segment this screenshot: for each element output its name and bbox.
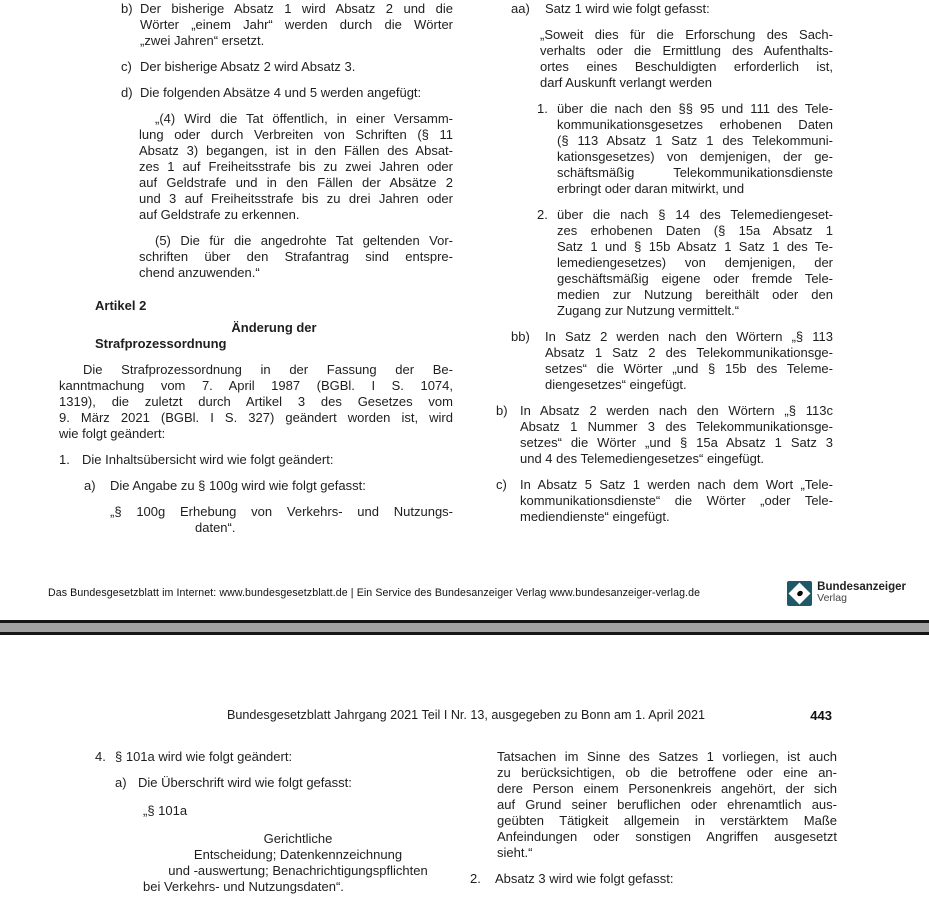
list-item-b [121, 1, 453, 49]
text-line: über die nach den §§ 95 und 111 des Tele- [557, 101, 833, 116]
text-line: „Soweit dies für die Erforschung des Sach- [540, 27, 833, 42]
list-item-num1 [537, 101, 833, 197]
text-line: über die nach § 14 des Telemediengeset- [557, 207, 833, 222]
text-lines [520, 477, 833, 525]
text-line: setzes“ die Wörter „und § 15a Absatz 1 Satz 3 [520, 435, 833, 450]
text-line: Der bisherige Absatz 2 wird Absatz 3. [140, 59, 356, 74]
text-line: Satz 1 wird wie folgt gefasst: [545, 1, 710, 16]
page-2-left-column [95, 749, 453, 895]
text-line: zes 1 auf Freiheitsstrafe bis zu zwei Jahren oder [139, 159, 453, 174]
text-lines [138, 775, 453, 791]
text-line: ortes eines Beschuldigten erforderlich ist, [540, 59, 833, 74]
text-line: auf Geldstrafe und in den Fällen der Absätze 2 [139, 175, 453, 190]
list-item-bb [511, 329, 833, 393]
text-line: Artikel 2 [95, 298, 147, 313]
text-line: kationsgesetzes) von demjenigen, der ge- [557, 149, 833, 164]
text-line: „(4) Wird die Tat öffentlich, in einer Versamm- [155, 111, 453, 126]
text-line: (§ 113 Absatz 1 Satz 1 des Telekommuni- [557, 133, 833, 148]
publisher-name: Bundesanzeiger [817, 581, 906, 593]
quoted-paragraph-4 [139, 111, 453, 223]
list-item-d [121, 85, 453, 101]
publisher-logo [787, 581, 906, 606]
text-line: schriften über den Strafantrag sind entspre- [139, 249, 453, 264]
text-lines [143, 803, 453, 819]
text-line: Absatz 3 wird wie folgt gefasst: [495, 871, 674, 886]
page-2-running-header [95, 708, 837, 724]
text-line: Satz 1 und § 15b Absatz 1 Satz 1 des Te- [557, 239, 833, 254]
text-line: lemediengesetzes) von demjenigen, der [557, 255, 833, 270]
list-marker: 2. [537, 207, 548, 222]
running-header-title: Bundesgesetzblatt Jahrgang 2021 Teil I Nr. 13, ausgegeben zu Bonn am 1. April 2021 [227, 708, 705, 722]
text-lines [143, 831, 453, 895]
text-lines [110, 504, 453, 536]
text-lines [540, 27, 833, 91]
text-line: zes erhobenen Daten (§ 15a Absatz 1 [557, 223, 833, 238]
text-line: geschäftsmäßig eigene oder fremde Tele- [557, 271, 833, 286]
text-line: und -auswertung; Benachrichtigungspflichten [168, 863, 428, 878]
text-line: schäftsmäßig Telekommunikationsdienste [557, 165, 833, 180]
footer-note: Das Bundesgesetzblatt im Internet: www.bundesgesetzblatt.de | Ein Service des Bundesanzeiger Verlag www.bundesanzeiger-verlag.de [48, 587, 701, 599]
quoted-paragraph-5 [139, 233, 453, 281]
list-item-a [84, 478, 453, 494]
text-line: Strafprozessordnung [95, 336, 227, 351]
text-line: darf Auskunft verlangt werden [540, 75, 712, 90]
text-line: medien zur Nutzung bereithält oder den [557, 287, 833, 302]
text-lines [140, 59, 453, 75]
page-number: 443 [810, 708, 832, 723]
text-line: geübten Tätigkeit allgemein in verstärktem Maße [497, 813, 837, 828]
text-line: 9. März 2021 (BGBl. I S. 327) geändert worden ist, wird [59, 410, 453, 425]
text-lines [557, 101, 833, 197]
list-marker: a) [115, 775, 127, 790]
text-line: In Absatz 5 Satz 1 werden nach dem Wort „Tele- [520, 477, 833, 492]
text-lines [82, 452, 453, 468]
list-item-2 [470, 871, 837, 887]
text-line: diengesetzes“ eingefügt. [545, 377, 687, 392]
text-line: und 3 auf Freiheitsstrafe bis zu drei Jahren oder [139, 191, 453, 206]
text-lines [545, 1, 833, 17]
text-line: Tatsachen im Sinne des Satzes 1 vorliegen, ist auch [497, 749, 837, 764]
text-lines [140, 1, 453, 49]
text-lines [140, 85, 453, 101]
text-line: Der bisherige Absatz 1 wird Absatz 2 und die [140, 1, 453, 16]
continuation-paragraph [497, 749, 837, 861]
text-lines [139, 233, 453, 281]
text-line: auf Geldstrafe zu erkennen. [139, 207, 300, 222]
list-marker: 1. [59, 452, 70, 467]
list-item-c2 [496, 477, 833, 525]
list-item-b2 [496, 403, 833, 467]
page-1-right-column [496, 1, 833, 536]
text-line: 1319), die zuletzt durch Artikel 3 des Gesetzes vom [59, 394, 453, 409]
text-lines [557, 207, 833, 319]
text-line: kanntmachung vom 7. April 1987 (BGBl. I S. 1074, [59, 378, 453, 393]
text-line: „§ 100g Erhebung von Verkehrs- und Nutzungs- [110, 504, 453, 519]
text-line: zu berücksichtigen, ob die betroffene oder eine an- [497, 765, 837, 780]
text-lines [95, 320, 453, 352]
text-lines [110, 478, 453, 494]
list-marker: aa) [511, 1, 530, 16]
text-line: Die Angabe zu § 100g wird wie folgt gefasst: [110, 478, 366, 493]
quoted-paragraph-soweit [540, 27, 833, 91]
list-item-a3 [115, 775, 453, 791]
text-line: Änderung der [231, 320, 317, 335]
text-line: Gerichtliche [263, 831, 333, 846]
list-marker: a) [84, 478, 96, 493]
text-line: setzes“ die Wörter „und § 15b des Teleme- [545, 361, 833, 376]
list-item-c [121, 59, 453, 75]
text-line: In Satz 2 werden nach den Wörtern „§ 113 [545, 329, 833, 344]
text-line: „§ 101a [143, 803, 188, 818]
text-line: mediendienste“ eingefügt. [520, 509, 670, 524]
text-lines [545, 329, 833, 393]
text-line: In Absatz 2 werden nach den Wörtern „§ 113c [520, 403, 833, 418]
text-line: Entscheidung; Datenkennzeichnung [193, 847, 403, 862]
page-2-right-column [470, 749, 837, 895]
text-line: lung oder durch Verbreiten von Schriften (§ 11 [139, 127, 453, 142]
quoted-section-101a-title [143, 831, 453, 895]
list-item-num2 [537, 207, 833, 319]
list-marker: 2. [470, 871, 481, 886]
text-line: Absatz 3) begangen, ist in den Fällen des Absat- [139, 143, 453, 158]
list-item-aa [511, 1, 833, 17]
text-line: „zwei Jahren“ ersetzt. [140, 33, 265, 48]
page-1-left-column [59, 1, 453, 536]
page-2-columns [95, 749, 837, 895]
text-line: Die Überschrift wird wie folgt gefasst: [138, 775, 352, 790]
bundesanzeiger-logo-icon [787, 581, 812, 606]
list-marker: 4. [95, 749, 106, 764]
text-line: Die folgenden Absätze 4 und 5 werden angefügt: [140, 85, 422, 100]
list-marker: d) [121, 85, 133, 100]
text-line: chend anzuwenden.“ [139, 265, 260, 280]
text-line: Wörter „einem Jahr“ werden durch die Wörter [140, 17, 453, 32]
text-lines [139, 111, 453, 223]
list-item-4 [95, 749, 453, 765]
quoted-section-100g [110, 504, 453, 536]
publisher-logo-text [817, 582, 906, 604]
text-lines [59, 362, 453, 442]
text-line: bei Verkehrs- und Nutzungsdaten“. [143, 879, 344, 894]
text-lines [497, 749, 837, 861]
list-marker: c) [496, 477, 507, 492]
text-line: dere Person einem Personenkreis angehört, der sich [497, 781, 837, 796]
text-line: sieht.“ [497, 845, 533, 860]
text-line: Zugang zur Nutzung vermittelt.“ [557, 303, 740, 318]
text-line: § 101a wird wie folgt geändert: [115, 749, 293, 764]
text-line: Absatz 1 Nummer 3 des Telekommunikationsge- [520, 419, 833, 434]
quoted-section-101a [143, 803, 453, 819]
text-line: Die Strafprozessordnung in der Fassung der Be- [83, 362, 453, 377]
list-marker: b) [496, 403, 508, 418]
list-marker: 1. [537, 101, 548, 116]
text-line: (5) Die für die angedrohte Tat geltenden Vor- [155, 233, 453, 248]
text-line: erbringt oder daran mitwirkt, und [557, 181, 745, 196]
article-heading [95, 298, 453, 314]
list-item-1 [59, 452, 453, 468]
text-lines [95, 298, 453, 314]
list-marker: b) [121, 1, 133, 16]
text-line: kommunikationsdienste“ die Wörter „oder Tele- [520, 493, 833, 508]
text-lines [495, 871, 837, 887]
page-separator [0, 620, 929, 635]
intro-paragraph [59, 362, 453, 442]
text-line: verhalts oder die Ermittlung des Aufenthalts- [540, 43, 833, 58]
text-lines [520, 403, 833, 467]
publisher-subtitle: Verlag [817, 592, 847, 604]
text-line: kommunikationsgesetzes erhobenen Daten [557, 117, 833, 132]
text-line: Anfeindungen oder sonstigen Angriffen ausgesetzt [497, 829, 837, 844]
text-lines [115, 749, 453, 765]
page-2 [0, 635, 929, 897]
text-line: und 4 des Telemediengesetzes“ eingefügt. [520, 451, 765, 466]
text-line: Die Inhaltsübersicht wird wie folgt geändert: [82, 452, 334, 467]
list-marker: c) [121, 59, 132, 74]
text-line: daten“. [195, 520, 236, 535]
text-line: auf Grund seiner beruflichen oder ehrenamtlich aus- [497, 797, 837, 812]
text-line: Absatz 1 Satz 2 des Telekommunikationsge- [545, 345, 833, 360]
list-marker: bb) [511, 329, 530, 344]
page-1-columns [59, 1, 833, 536]
article-subheading [95, 320, 453, 352]
page-footer [48, 580, 906, 606]
text-line: wie folgt geändert: [59, 426, 166, 441]
